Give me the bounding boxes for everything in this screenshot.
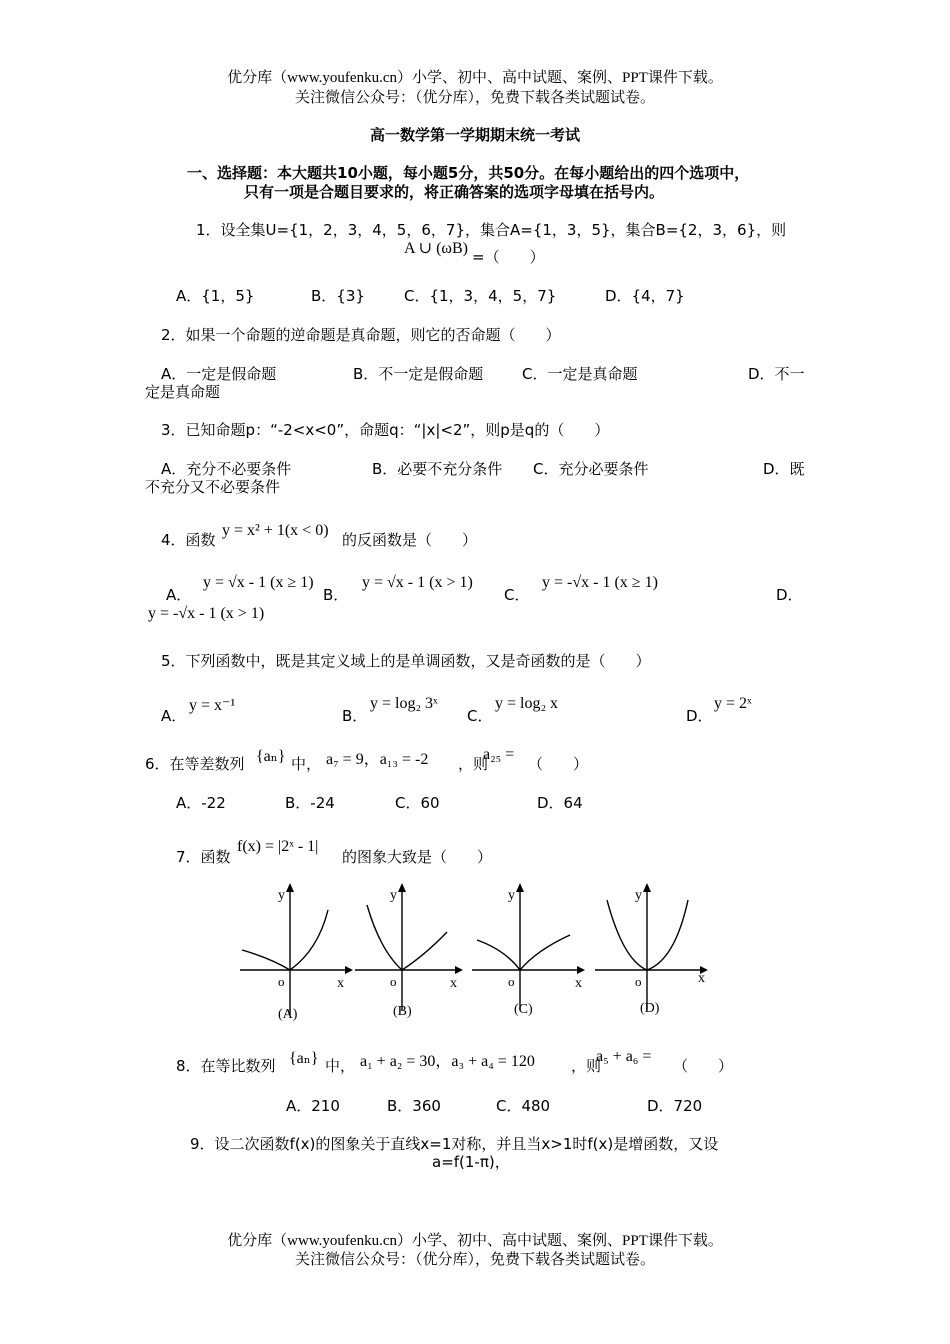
y-axis-arrow bbox=[643, 883, 651, 892]
footer-line-2: 关注微信公众号：（优分库），免费下载各类试题试卷。 bbox=[294, 1252, 655, 1268]
y-label: y bbox=[278, 888, 285, 903]
question-8-sequence: {aₙ} bbox=[289, 1050, 319, 1067]
question-8-mid: 中， bbox=[325, 1057, 356, 1075]
question-4-option-b-expr: y = √x - 1 (x > 1) bbox=[362, 574, 473, 591]
question-2-option-b: B．不一定是假命题 bbox=[353, 365, 484, 383]
question-4-option-c-expr: y = -√x - 1 (x ≥ 1) bbox=[542, 574, 658, 591]
question-6-prefix: 6．在等差数列 bbox=[145, 755, 245, 773]
question-1-option-b: B．{3} bbox=[311, 287, 365, 305]
question-1-stem: 1．设全集U={1，2，3，4，5，6，7}，集合A={1，3，5}，集合B={2，3，6}，则 bbox=[196, 221, 787, 239]
question-1-option-a: A．{1，5} bbox=[176, 287, 255, 305]
question-6-option-a: A．-22 bbox=[176, 794, 226, 812]
graph-b-plot bbox=[355, 880, 470, 1025]
question-6-then: ，则 bbox=[458, 755, 489, 773]
question-8-option-a: A．210 bbox=[286, 1097, 340, 1115]
question-7-suffix: 的图象大致是（ ） bbox=[342, 848, 493, 866]
question-3-stem: 3．已知命题p：“-2<x<0”，命题q：“|x|<2”，则p是q的（ ） bbox=[161, 421, 610, 439]
question-6-blank: （ ） bbox=[528, 755, 589, 773]
question-5-option-c-label: C． bbox=[467, 707, 493, 725]
origin-label: o bbox=[508, 974, 515, 989]
graph-d-plot bbox=[595, 880, 715, 1025]
graph-d bbox=[595, 880, 715, 1029]
page-title: 高一数学第一学期期末统一考试 bbox=[369, 126, 580, 144]
question-5-option-c-expr: y = log₂ x bbox=[495, 695, 559, 712]
question-4-option-c-label: C． bbox=[504, 586, 530, 604]
question-7-prefix: 7．函数 bbox=[176, 848, 231, 866]
footer-line-1: 优分库（www.youfenku.cn）小学、初中、高中试题、案例、PPT课件下载。 bbox=[227, 1233, 723, 1249]
question-4-option-b-label: B． bbox=[323, 586, 349, 604]
x-axis-arrow bbox=[345, 966, 353, 974]
question-5-option-d-label: D． bbox=[686, 707, 713, 725]
question-5-option-d-expr: y = 2ˣ bbox=[714, 695, 752, 712]
caption: (C) bbox=[514, 1002, 533, 1017]
y-axis-arrow bbox=[516, 883, 524, 892]
graph-a-plot bbox=[240, 880, 355, 1025]
question-4-prefix: 4．函数 bbox=[161, 531, 216, 549]
question-2-option-a: A．一定是假命题 bbox=[161, 365, 277, 383]
question-5-option-a-expr: y = x⁻¹ bbox=[189, 697, 236, 714]
question-9-stem-cont: a=f(1-π)， bbox=[432, 1153, 510, 1171]
y-label: y bbox=[390, 888, 397, 903]
caption: (D) bbox=[640, 1001, 660, 1016]
graph-b bbox=[355, 880, 470, 1029]
question-8-blank: （ ） bbox=[673, 1057, 734, 1075]
question-8-target: a₅ + a₆ = bbox=[596, 1048, 652, 1065]
graph-c-plot bbox=[472, 880, 592, 1025]
question-3-option-c: C．充分必要条件 bbox=[533, 460, 649, 478]
question-5-option-b-expr: y = log₂ 3ˣ bbox=[370, 695, 438, 712]
question-3-option-d-cont: 不充分又不必要条件 bbox=[145, 478, 281, 496]
question-3-option-d: D．既 bbox=[763, 460, 805, 478]
question-2-stem: 2．如果一个命题的逆命题是真命题，则它的否命题（ ） bbox=[161, 326, 561, 344]
question-4-option-a-expr: y = √x - 1 (x ≥ 1) bbox=[203, 574, 314, 591]
question-8-then: ，则 bbox=[571, 1057, 602, 1075]
graph-a bbox=[240, 880, 355, 1029]
caption: (B) bbox=[393, 1004, 412, 1019]
question-2-option-c: C．一定是真命题 bbox=[522, 365, 638, 383]
origin-label: o bbox=[390, 974, 397, 989]
question-3-option-b: B．必要不充分条件 bbox=[372, 460, 503, 478]
question-8-option-d: D．720 bbox=[647, 1097, 703, 1115]
origin-label: o bbox=[635, 974, 642, 989]
question-8-option-b: B．360 bbox=[387, 1097, 441, 1115]
question-6-option-c: C．60 bbox=[395, 794, 440, 812]
question-5-option-a-label: A． bbox=[161, 707, 187, 725]
question-6-sequence: {aₙ} bbox=[256, 748, 286, 765]
question-6-condition: a₇ = 9，a₁₃ = -2 bbox=[326, 751, 429, 768]
y-axis-arrow bbox=[398, 883, 406, 892]
curve bbox=[477, 935, 570, 970]
question-1-option-c: C．{1，3，4，5，7} bbox=[404, 287, 557, 305]
x-axis-arrow bbox=[455, 966, 463, 974]
y-axis-arrow bbox=[286, 883, 294, 892]
section-instructions-line-1: 一、选择题：本大题共10小题，每小题5分，共50分。在每小题给出的四个选项中， bbox=[187, 164, 750, 182]
question-5-option-b-label: B． bbox=[342, 707, 368, 725]
header-line-1: 优分库（www.youfenku.cn）小学、初中、高中试题、案例、PPT课件下载。 bbox=[227, 70, 723, 86]
question-1-option-d: D．{4，7} bbox=[605, 287, 685, 305]
question-8-prefix: 8．在等比数列 bbox=[176, 1057, 276, 1075]
section-instructions-line-2: 只有一项是合题目要求的，将正确答案的选项字母填在括号内。 bbox=[244, 183, 665, 201]
curve bbox=[242, 910, 328, 970]
header-line-2: 关注微信公众号：（优分库），免费下载各类试题试卷。 bbox=[294, 90, 655, 106]
question-2-option-d-cont: 定是真命题 bbox=[145, 383, 221, 401]
question-4-function: y = x² + 1(x < 0) bbox=[222, 522, 329, 539]
caption: (A) bbox=[278, 1007, 298, 1022]
x-label: x bbox=[575, 976, 582, 991]
question-4-option-a-label: A． bbox=[166, 586, 192, 604]
question-4-option-d-expr: y = -√x - 1 (x > 1) bbox=[148, 605, 265, 622]
question-4-option-d-label: D． bbox=[776, 586, 803, 604]
question-5-stem: 5．下列函数中，既是其定义域上的是单调函数，又是奇函数的是（ ） bbox=[161, 652, 651, 670]
origin-label: o bbox=[278, 974, 285, 989]
curve bbox=[367, 905, 447, 970]
graph-c bbox=[472, 880, 592, 1029]
x-label: x bbox=[450, 976, 457, 991]
question-6-option-d: D．64 bbox=[537, 794, 583, 812]
question-1-blank: =（ ） bbox=[472, 248, 545, 266]
x-label: x bbox=[337, 976, 344, 991]
y-label: y bbox=[635, 888, 642, 903]
question-6-mid: 中， bbox=[291, 755, 322, 773]
question-8-option-c: C．480 bbox=[496, 1097, 551, 1115]
question-6-target: a₂₅ = bbox=[483, 746, 515, 763]
x-axis-arrow bbox=[577, 966, 585, 974]
question-9-stem: 9．设二次函数f(x)的图象关于直线x=1对称，并且当x>1时f(x)是增函数，又设 bbox=[190, 1135, 719, 1153]
question-1-expression: A ∪ (ωB) bbox=[404, 240, 468, 257]
question-7-function: f(x) = |2ˣ - 1| bbox=[237, 838, 319, 855]
question-2-option-d: D．不一 bbox=[748, 365, 805, 383]
y-label: y bbox=[508, 888, 515, 903]
question-6-option-b: B．-24 bbox=[285, 794, 335, 812]
x-label: x bbox=[698, 971, 705, 986]
question-8-condition: a₁ + a₂ = 30，a₃ + a₄ = 120 bbox=[360, 1053, 535, 1070]
question-3-option-a: A．充分不必要条件 bbox=[161, 460, 292, 478]
question-4-suffix: 的反函数是（ ） bbox=[342, 531, 478, 549]
